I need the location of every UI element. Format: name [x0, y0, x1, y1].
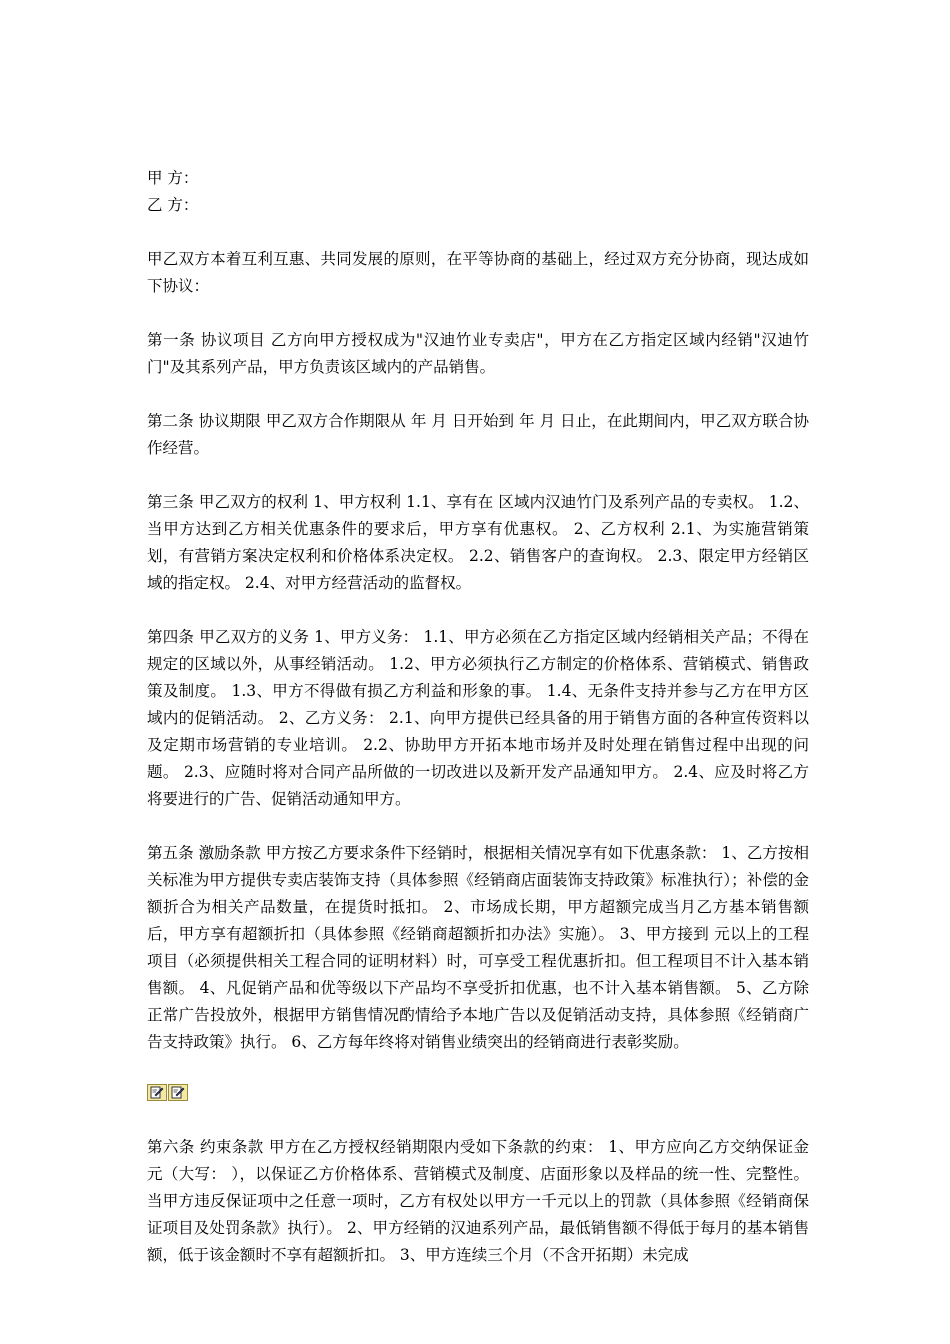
contract-page [147, 165, 809, 1269]
embedded-object-icons [147, 1084, 809, 1104]
document-edit-icon [168, 1084, 188, 1101]
article-5: 第五条 激励条款 甲方按乙方要求条件下经销时，根据相关情况享有如下优惠条款： 1、乙方按相关标准为甲方提供专卖店装饰支持（具体参照《经销商店面装饰支持政策》标准执行）；补偿的金额折合为相关产品数量，在提货时抵扣。 2、市场成长期，甲方超额完成当月乙方基本销售额后，甲方享有超额折扣（具体参照《经销商超额折扣办法》实施）。 3、甲方接到 元以上的工程项目（必须提供相关工程合同的证明材料）时，可享受工程优惠折扣。但工程项目不计入基本销售额。 4、凡促销产品和优等级以下产品均不享受折扣优惠，也不计入基本销售额。 5、乙方除正常广告投放外，根据甲方销售情况酌情给予本地广告以及促销活动支持，具体参照《经销商广告支持政策》执行。 6、乙方每年终将对销售业绩突出的经销商进行表彰奖励。 [147, 844, 809, 1051]
party-b-label: 乙 方： [147, 196, 199, 214]
document-edit-icon [147, 1084, 167, 1101]
party-a-label: 甲 方： [147, 169, 199, 187]
intro-paragraph: 甲乙双方本着互利互惠、共同发展的原则，在平等协商的基础上，经过双方充分协商，现达成如下协议： [147, 250, 809, 295]
article-6: 第六条 约束条款 甲方在乙方授权经销期限内受如下条款的约束： 1、甲方应向乙方交纳保证金 元（大写： ），以保证乙方价格体系、营销模式及制度、店面形象以及样品的统一性、完整性。当甲方违反保证项中之任意一项时，乙方有权处以甲方一千元以上的罚款（具体参照《经销商保证项目及处罚条款》执行）。 2、甲方经销的汉迪系列产品，最低销售额不得低于每月的基本销售额，低于该金额时不享有超额折扣。 3、甲方连续三个月（不含开拓期）未完成 [147, 1138, 809, 1264]
article-4: 第四条 甲乙双方的义务 1、甲方义务： 1.1、甲方必须在乙方指定区域内经销相关产品；不得在规定的区域以外，从事经销活动。 1.2、甲方必须执行乙方制定的价格体系、营销模式、销售政策及制度。 1.3、甲方不得做有损乙方利益和形象的事。 1.4、无条件支持并参与乙方在甲方区域内的促销活动。 2、乙方义务： 2.1、向甲方提供已经具备的用于销售方面的各种宣传资料以及定期市场营销的专业培训。 2.2、协助甲方开拓本地市场并及时处理在销售过程中出现的问题。 2.3、应随时将对合同产品所做的一切改进以及新开发产品通知甲方。 2.4、应及时将乙方将要进行的广告、促销活动通知甲方。 [147, 628, 809, 808]
article-2: 第二条 协议期限 甲乙双方合作期限从 年 月 日开始到 年 月 日止，在此期间内，甲乙双方联合协作经营。 [147, 412, 809, 457]
article-3: 第三条 甲乙双方的权利 1、甲方权利 1.1、享有在 区域内汉迪竹门及系列产品的专卖权。 1.2、当甲方达到乙方相关优惠条件的要求后，甲方享有优惠权。 2、乙方权利 2.1、为实施营销策划，有营销方案决定权利和价格体系决定权。 2.2、销售客户的查询权。 2.3、限定甲方经销区域的指定权。 2.4、对甲方经营活动的监督权。 [147, 493, 809, 592]
article-1: 第一条 协议项目 乙方向甲方授权成为"汉迪竹业专卖店"，甲方在乙方指定区域内经销"汉迪竹门"及其系列产品，甲方负责该区域内的产品销售。 [147, 331, 809, 376]
